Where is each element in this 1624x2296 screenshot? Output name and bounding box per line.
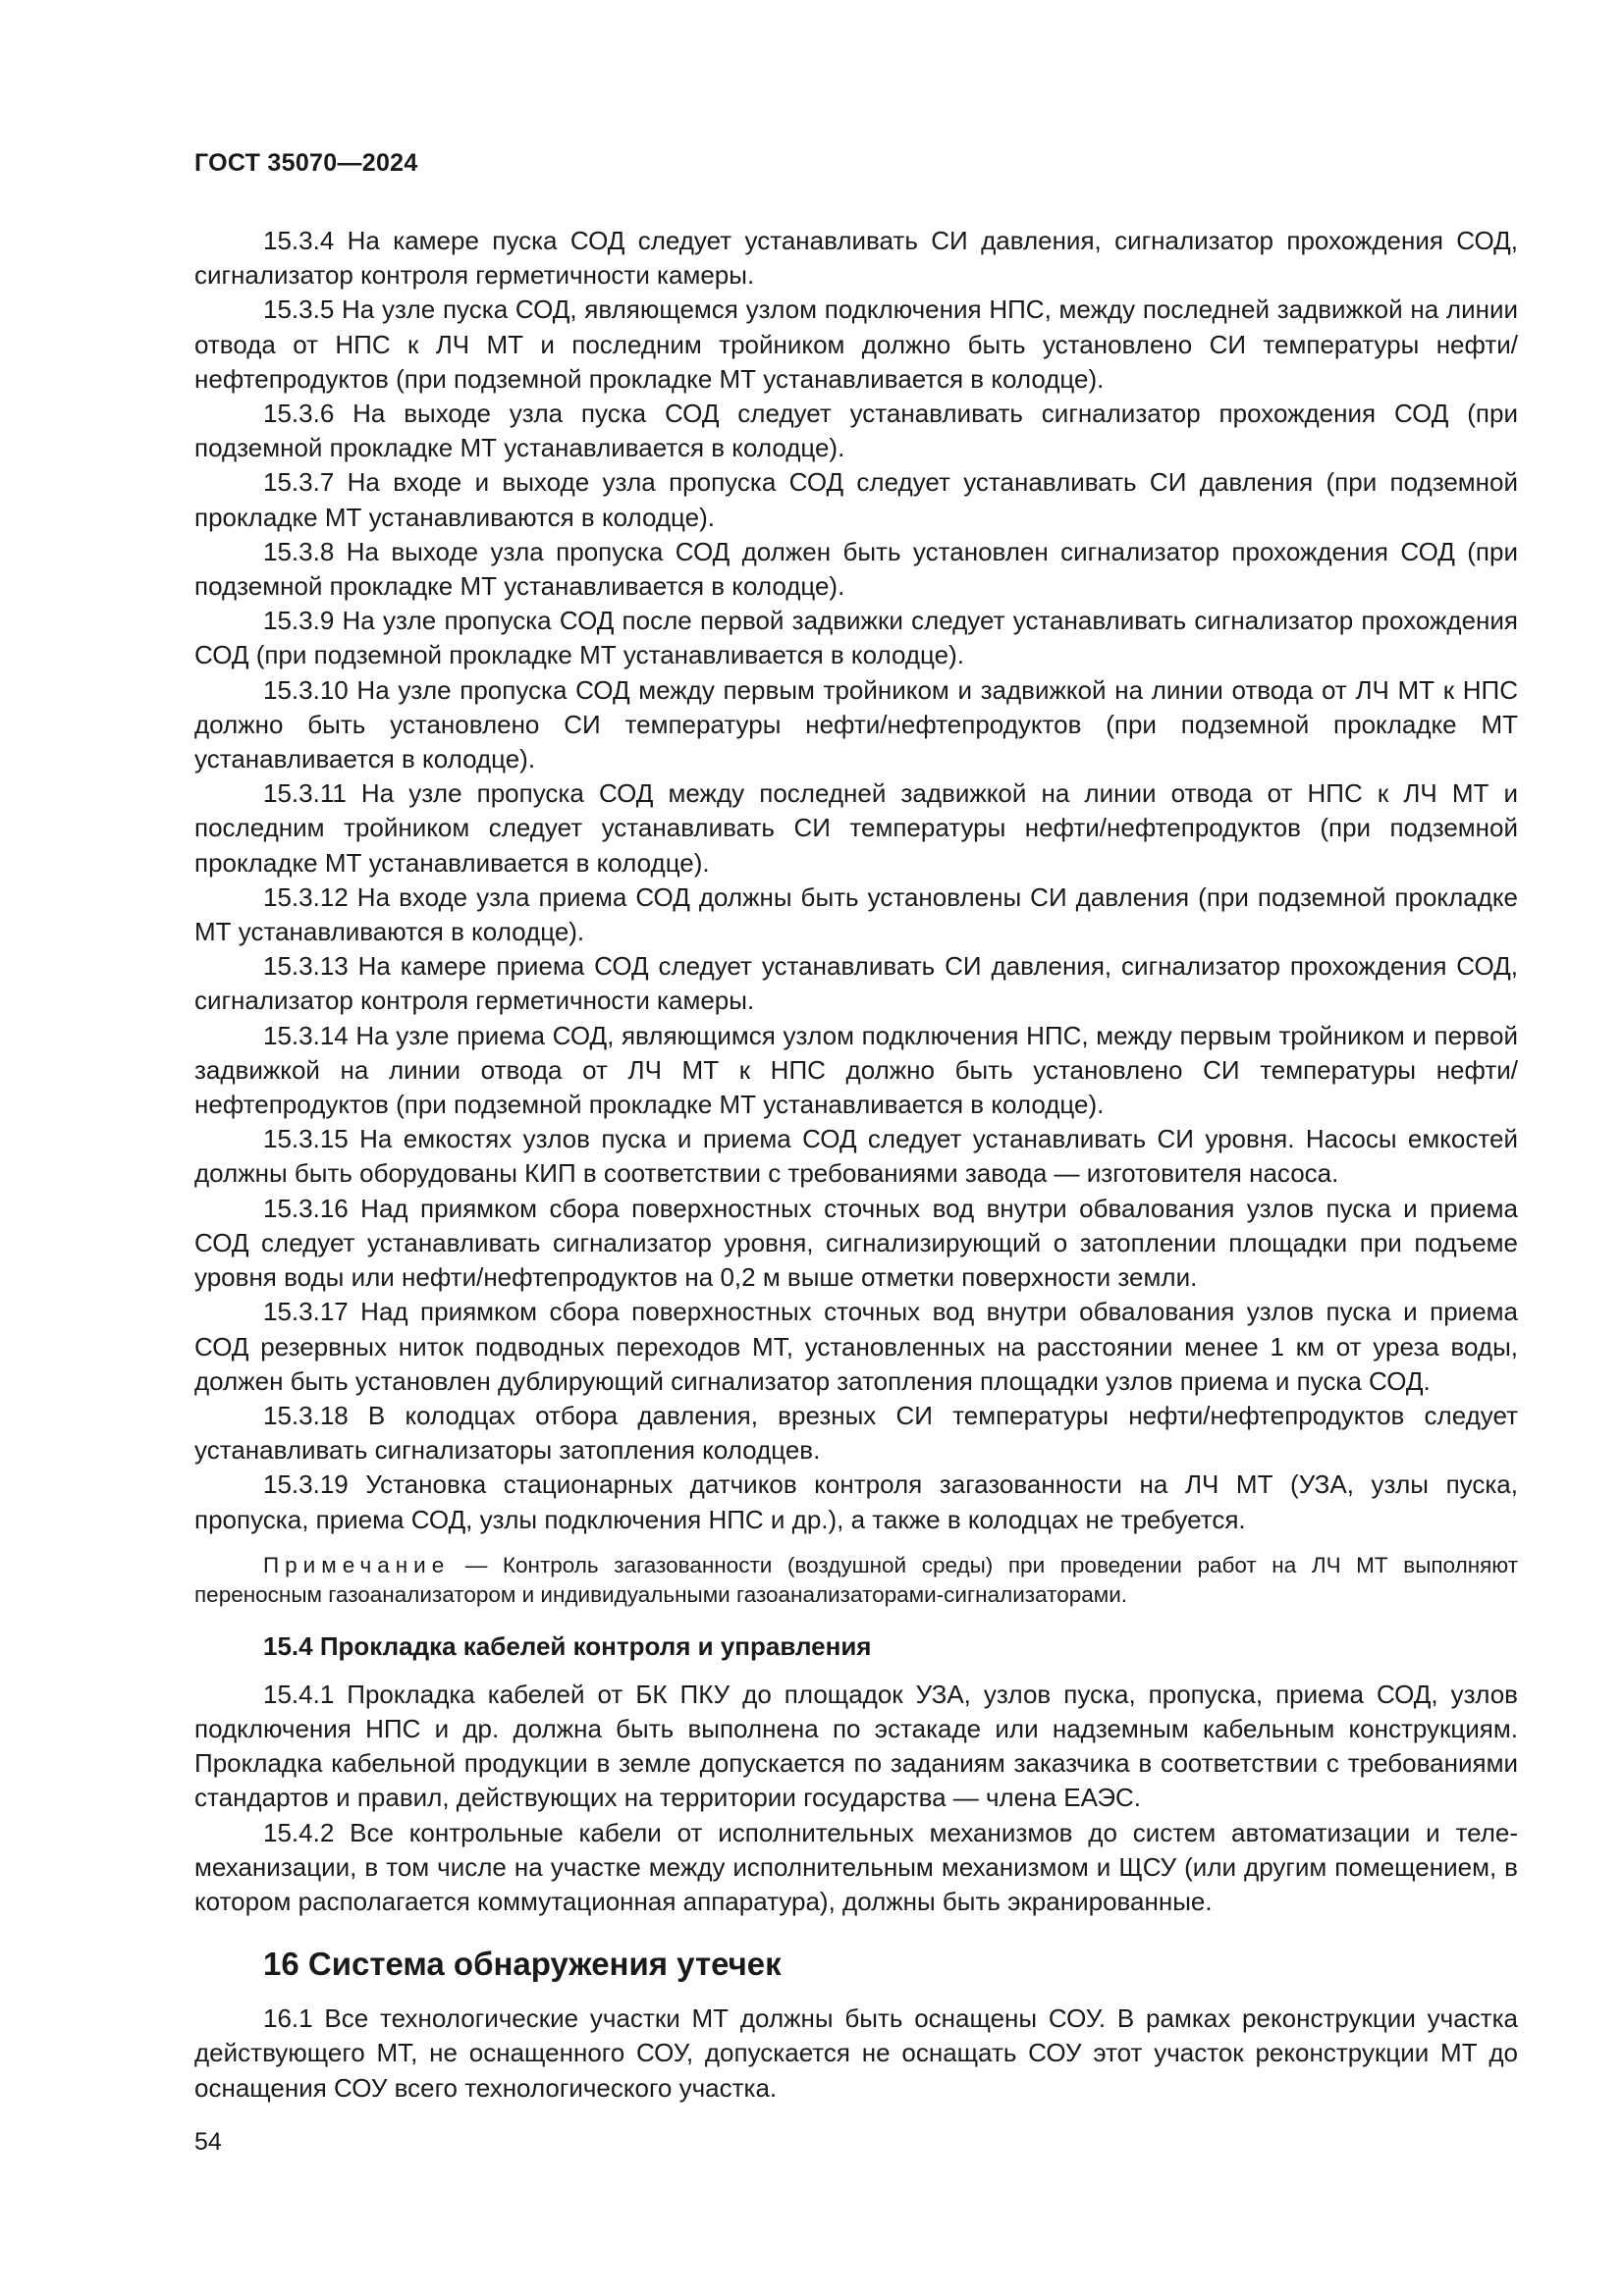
paragraph-15-4-2: 15.4.2 Все контрольные кабели от исполнительных механизмов до систем автоматизации и телемеханизации, в том числе на участке между исполнительным механизмом и ЩСУ (или другим помещением, в котором располагается коммутационная аппаратура), должны быть экранированные. bbox=[194, 1817, 1518, 1916]
paragraph-15-3-15: 15.3.15 На емкостях узлов пуска и приема СОД следует устанавливать СИ уровня. Насосы емкостей должны быть оборудованы КИП в соответствии с требованиями завода — изготовителя насоса. bbox=[194, 1124, 1518, 1189]
paragraph-15-3-9: 15.3.9 На узле пропуска СОД после первой задвижки следует устанавливать сигнализатор прохождения СОД (при подземной прокладке МТ устанавливается в колодце). bbox=[194, 606, 1518, 670]
paragraph-15-3-16: 15.3.16 Над приямком сбора поверхностных сточных вод внутри обвалования узлов пуска и приема СОД следует устанавливать сигнализатор уровня, сигнализирующий о затоплении площадки при подъеме уровня воды или нефти/нефтепродуктов на 0,2 м выше отметки поверхности земли. bbox=[194, 1193, 1518, 1293]
note bbox=[194, 1551, 1518, 1610]
note-text: — Контроль загазованности (воздушной среды) при проведении работ на ЛЧ МТ выполняют переносным газоанализатором и индивидуальными газоанализаторами-сигнализаторами. bbox=[194, 1552, 1518, 1607]
paragraph-15-3-17: 15.3.17 Над приямком сбора поверхностных сточных вод внутри обвалования узлов пуска и приема СОД резервных ниток подводных переходов МТ, установленных на расстоянии менее 1 км от уреза воды, должен быть установлен дублирующий сигнализатор затопления площадки узлов приема и пуска СОД. bbox=[194, 1297, 1518, 1396]
subsection-15-4-title: 15.4 Прокладка кабелей контроля и управления bbox=[263, 1630, 872, 1661]
paragraph-15-3-8: 15.3.8 На выходе узла пропуска СОД должен быть установлен сигнализатор прохождения СОД (при подземной прокладке МТ устанавливается в колодце). bbox=[194, 536, 1518, 602]
paragraph-15-3-18: 15.3.18 В колодцах отбора давления, врезных СИ температуры нефти/нефтепродуктов следует устанавливать сигнализаторы затопления колодцев. bbox=[194, 1400, 1518, 1466]
page-number: 54 bbox=[194, 2128, 222, 2156]
paragraph-15-3-7: 15.3.7 На входе и выходе узла пропуска СОД следует устанавливать СИ давления (при подземной прокладке МТ устанавливаются в колодце). bbox=[194, 467, 1518, 532]
document-body bbox=[194, 224, 1518, 2106]
paragraph-15-3-12: 15.3.12 На входе узла приема СОД должны быть установлены СИ давления (при подземной прокладке МТ устанавливаются в колодце). bbox=[194, 881, 1518, 947]
paragraph-15-3-13: 15.3.13 На камере приема СОД следует устанавливать СИ давления, сигнализатор прохождения СОД, сигнализатор контроля герметичности камеры. bbox=[194, 951, 1518, 1016]
paragraph-15-3-4: 15.3.4 На камере пуска СОД следует устанавливать СИ давления, сигнализатор прохождения СОД, сигнализатор контроля герметичности камеры. bbox=[194, 226, 1518, 291]
paragraph-15-3-19: 15.3.19 Установка стационарных датчиков контроля загазованности на ЛЧ МТ (УЗА, узлы пуска, пропуска, приема СОД, узлы подключения НПС и др.), а также в колодцах не требуется. bbox=[194, 1469, 1518, 1534]
paragraph-15-3-6: 15.3.6 На выходе узла пуска СОД следует устанавливать сигнализатор прохождения СОД (при подземной прокладке МТ устанавливается в колодце). bbox=[194, 399, 1518, 463]
paragraph-15-3-10: 15.3.10 На узле пропуска СОД между первым тройником и задвижкой на линии отвода от ЛЧ МТ к НПС должно быть установлено СИ температуры нефти/нефтепродуктов (при подземной прокладке МТ устанавливается в колодце). bbox=[194, 674, 1518, 774]
section-16-title: 16 Система обнаружения утечек bbox=[263, 1946, 782, 1983]
page-header-title: ГОСТ 35070—2024 bbox=[194, 149, 418, 177]
paragraph-16-1: 16.1 Все технологические участки МТ должны быть оснащены СОУ. В рамках реконструкции участка действующего МТ, не оснащенного СОУ, допускается не оснащать СОУ этот участок реконструкции МТ до оснащения СОУ всего технологического участка. bbox=[194, 2003, 1518, 2103]
paragraph-15-3-11: 15.3.11 На узле пропуска СОД между последней задвижкой на линии отвода от НПС к ЛЧ МТ и последним тройником следует устанавливать СИ температуры нефти/нефтепродуктов (при подземной прокладке МТ устанавливается в колодце). bbox=[194, 778, 1518, 878]
paragraph-15-4-1: 15.4.1 Прокладка кабелей от БК ПКУ до площадок УЗА, узлов пуска, пропуска, приема СОД, узлов подключения НПС и др. должна быть выполнена по эстакаде или надземным кабельным конструкциям. Прокладка кабельной продукции в земле допускается по заданиям заказчика в соответствии с требованиями стандартов и правил, действующих на территории государства — члена ЕАЭС. bbox=[194, 1679, 1518, 1813]
note-label: Примечание bbox=[263, 1552, 451, 1577]
paragraph-15-3-5: 15.3.5 На узле пуска СОД, являющемся узлом подключения НПС, между последней задвижкой на линии отвода от НПС к ЛЧ МТ и последним тройником должно быть установлено СИ температуры нефти/нефтепродуктов (при подземной прокладке МТ устанавливается в колодце). bbox=[194, 294, 1518, 394]
paragraph-15-3-14: 15.3.14 На узле приема СОД, являющимся узлом подключения НПС, между первым тройником и первой задвижкой на линии отвода от ЛЧ МТ к НПС должно быть установлено СИ температуры нефти/ нефтепродуктов (при подземной прокладке МТ устанавливается в колодце). bbox=[194, 1020, 1518, 1120]
